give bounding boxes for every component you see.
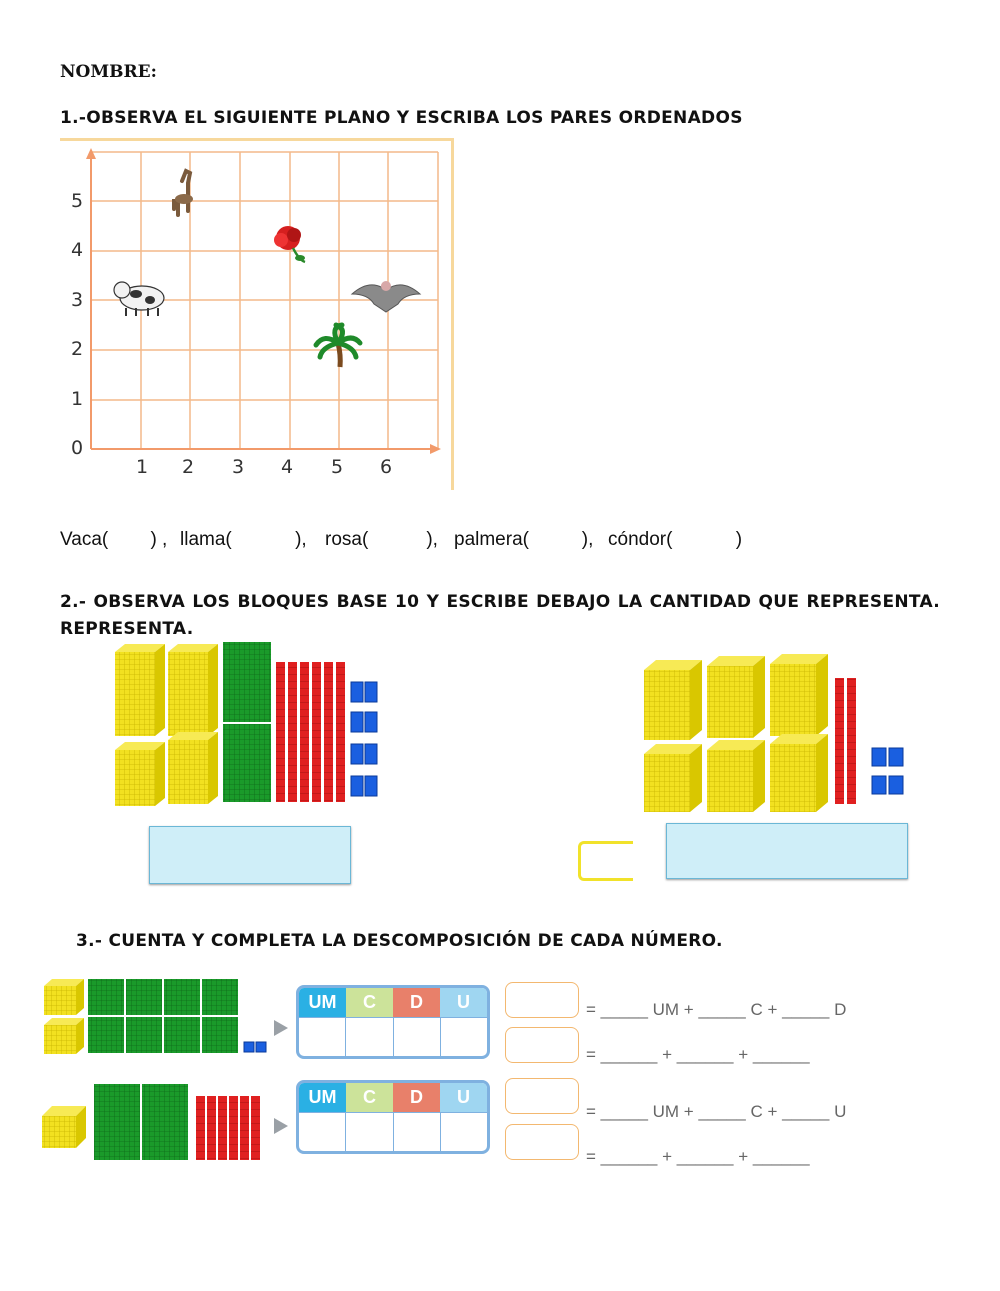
number-box-2a[interactable] (505, 1078, 579, 1114)
answer-palmera[interactable]: palmera( ), (454, 529, 594, 550)
answer-box-2[interactable] (666, 823, 908, 879)
number-box-1a[interactable] (505, 982, 579, 1018)
thousand-cube (115, 644, 165, 736)
hundred-flat (223, 724, 271, 802)
cell-u[interactable] (441, 1017, 487, 1056)
hundred-flats (88, 979, 238, 1053)
thousand-cube (770, 734, 828, 812)
answer-rosa[interactable]: rosa( ), (325, 529, 438, 550)
unit-cubes (244, 1042, 266, 1052)
header-d: D (393, 988, 440, 1017)
thousand-cube (707, 656, 765, 738)
unit-cubes (351, 682, 377, 796)
row1-blocks (42, 976, 282, 1056)
thousand-cube (115, 742, 165, 806)
section1-title: 1.-OBSERVA EL SIGUIENTE PLANO Y ESCRIBA LOS PARES ORDENADOS (60, 108, 743, 128)
equation-1b[interactable]: = ______ + ______ + ______ (586, 1045, 810, 1064)
coordinate-plane (60, 138, 454, 490)
cell-d[interactable] (394, 1017, 441, 1056)
x-tick: 4 (281, 456, 294, 478)
hundred-flat (223, 642, 271, 722)
thousand-cube (44, 979, 84, 1015)
answer-llama[interactable]: llama( ), (180, 529, 307, 550)
thousand-cube (707, 740, 765, 812)
unit-cubes (872, 748, 903, 794)
cell-c[interactable] (346, 1017, 393, 1056)
number-box-2b[interactable] (505, 1124, 579, 1160)
y-tick: 3 (71, 289, 84, 311)
x-tick: 5 (331, 456, 344, 478)
y-tick: 4 (71, 239, 84, 261)
y-tick: 1 (71, 388, 84, 410)
y-tick: 2 (71, 338, 84, 360)
place-value-table-1 (296, 985, 490, 1059)
section2-title: 2.- OBSERVA LOS BLOQUES BASE 10 Y ESCRIBE DEBAJO LA CANTIDAD QUE REPRESENTA. (60, 592, 940, 612)
thousand-cube (42, 1106, 86, 1148)
thousand-cube (644, 660, 702, 740)
ten-rods (835, 678, 856, 804)
x-tick: 2 (182, 456, 195, 478)
name-label: NOMBRE: (60, 62, 157, 82)
thousand-cube (44, 1018, 84, 1054)
blocks-set-1 (110, 640, 395, 810)
equation-1a[interactable]: = _____ UM + _____ C + _____ D (586, 1000, 847, 1019)
equation-2b[interactable]: = ______ + ______ + ______ (586, 1147, 810, 1166)
cell-um[interactable] (299, 1017, 346, 1056)
answer-box-1[interactable] (149, 826, 351, 884)
cell-u[interactable] (441, 1112, 487, 1151)
row2-blocks (40, 1082, 270, 1162)
header-d: D (393, 1083, 440, 1112)
answer-condor[interactable]: cóndor( ) (608, 529, 743, 550)
hundred-flats (94, 1084, 188, 1160)
cell-d[interactable] (394, 1112, 441, 1151)
cell-um[interactable] (299, 1112, 346, 1151)
header-um: UM (299, 988, 346, 1017)
blocks-set-2 (640, 652, 915, 812)
arrow-icon (274, 1118, 288, 1134)
thousand-cube (168, 644, 218, 736)
y-tick: 0 (71, 437, 84, 459)
ten-rods (276, 662, 345, 802)
x-tick: 3 (232, 456, 245, 478)
x-tick: 1 (136, 456, 149, 478)
thousand-cube (168, 732, 218, 804)
number-box-1b[interactable] (505, 1027, 579, 1063)
thousand-cube (770, 654, 828, 736)
section2-title-cont: REPRESENTA. (60, 619, 194, 639)
y-tick: 5 (71, 190, 84, 212)
yellow-bracket (578, 841, 633, 881)
section3-title: 3.- CUENTA Y COMPLETA LA DESCOMPOSICIÓN DE CADA NÚMERO. (76, 931, 723, 951)
place-value-table-2 (296, 1080, 490, 1154)
thousand-cube (644, 744, 702, 812)
ten-rods (196, 1096, 260, 1160)
header-u: U (440, 988, 487, 1017)
header-u: U (440, 1083, 487, 1112)
equation-2a[interactable]: = _____ UM + _____ C + _____ U (586, 1102, 847, 1121)
arrow-icon (274, 1020, 288, 1036)
x-tick: 6 (380, 456, 393, 478)
cell-c[interactable] (346, 1112, 393, 1151)
header-c: C (346, 988, 393, 1017)
header-um: UM (299, 1083, 346, 1112)
header-c: C (346, 1083, 393, 1112)
answer-vaca[interactable]: Vaca( ) , (60, 529, 168, 550)
